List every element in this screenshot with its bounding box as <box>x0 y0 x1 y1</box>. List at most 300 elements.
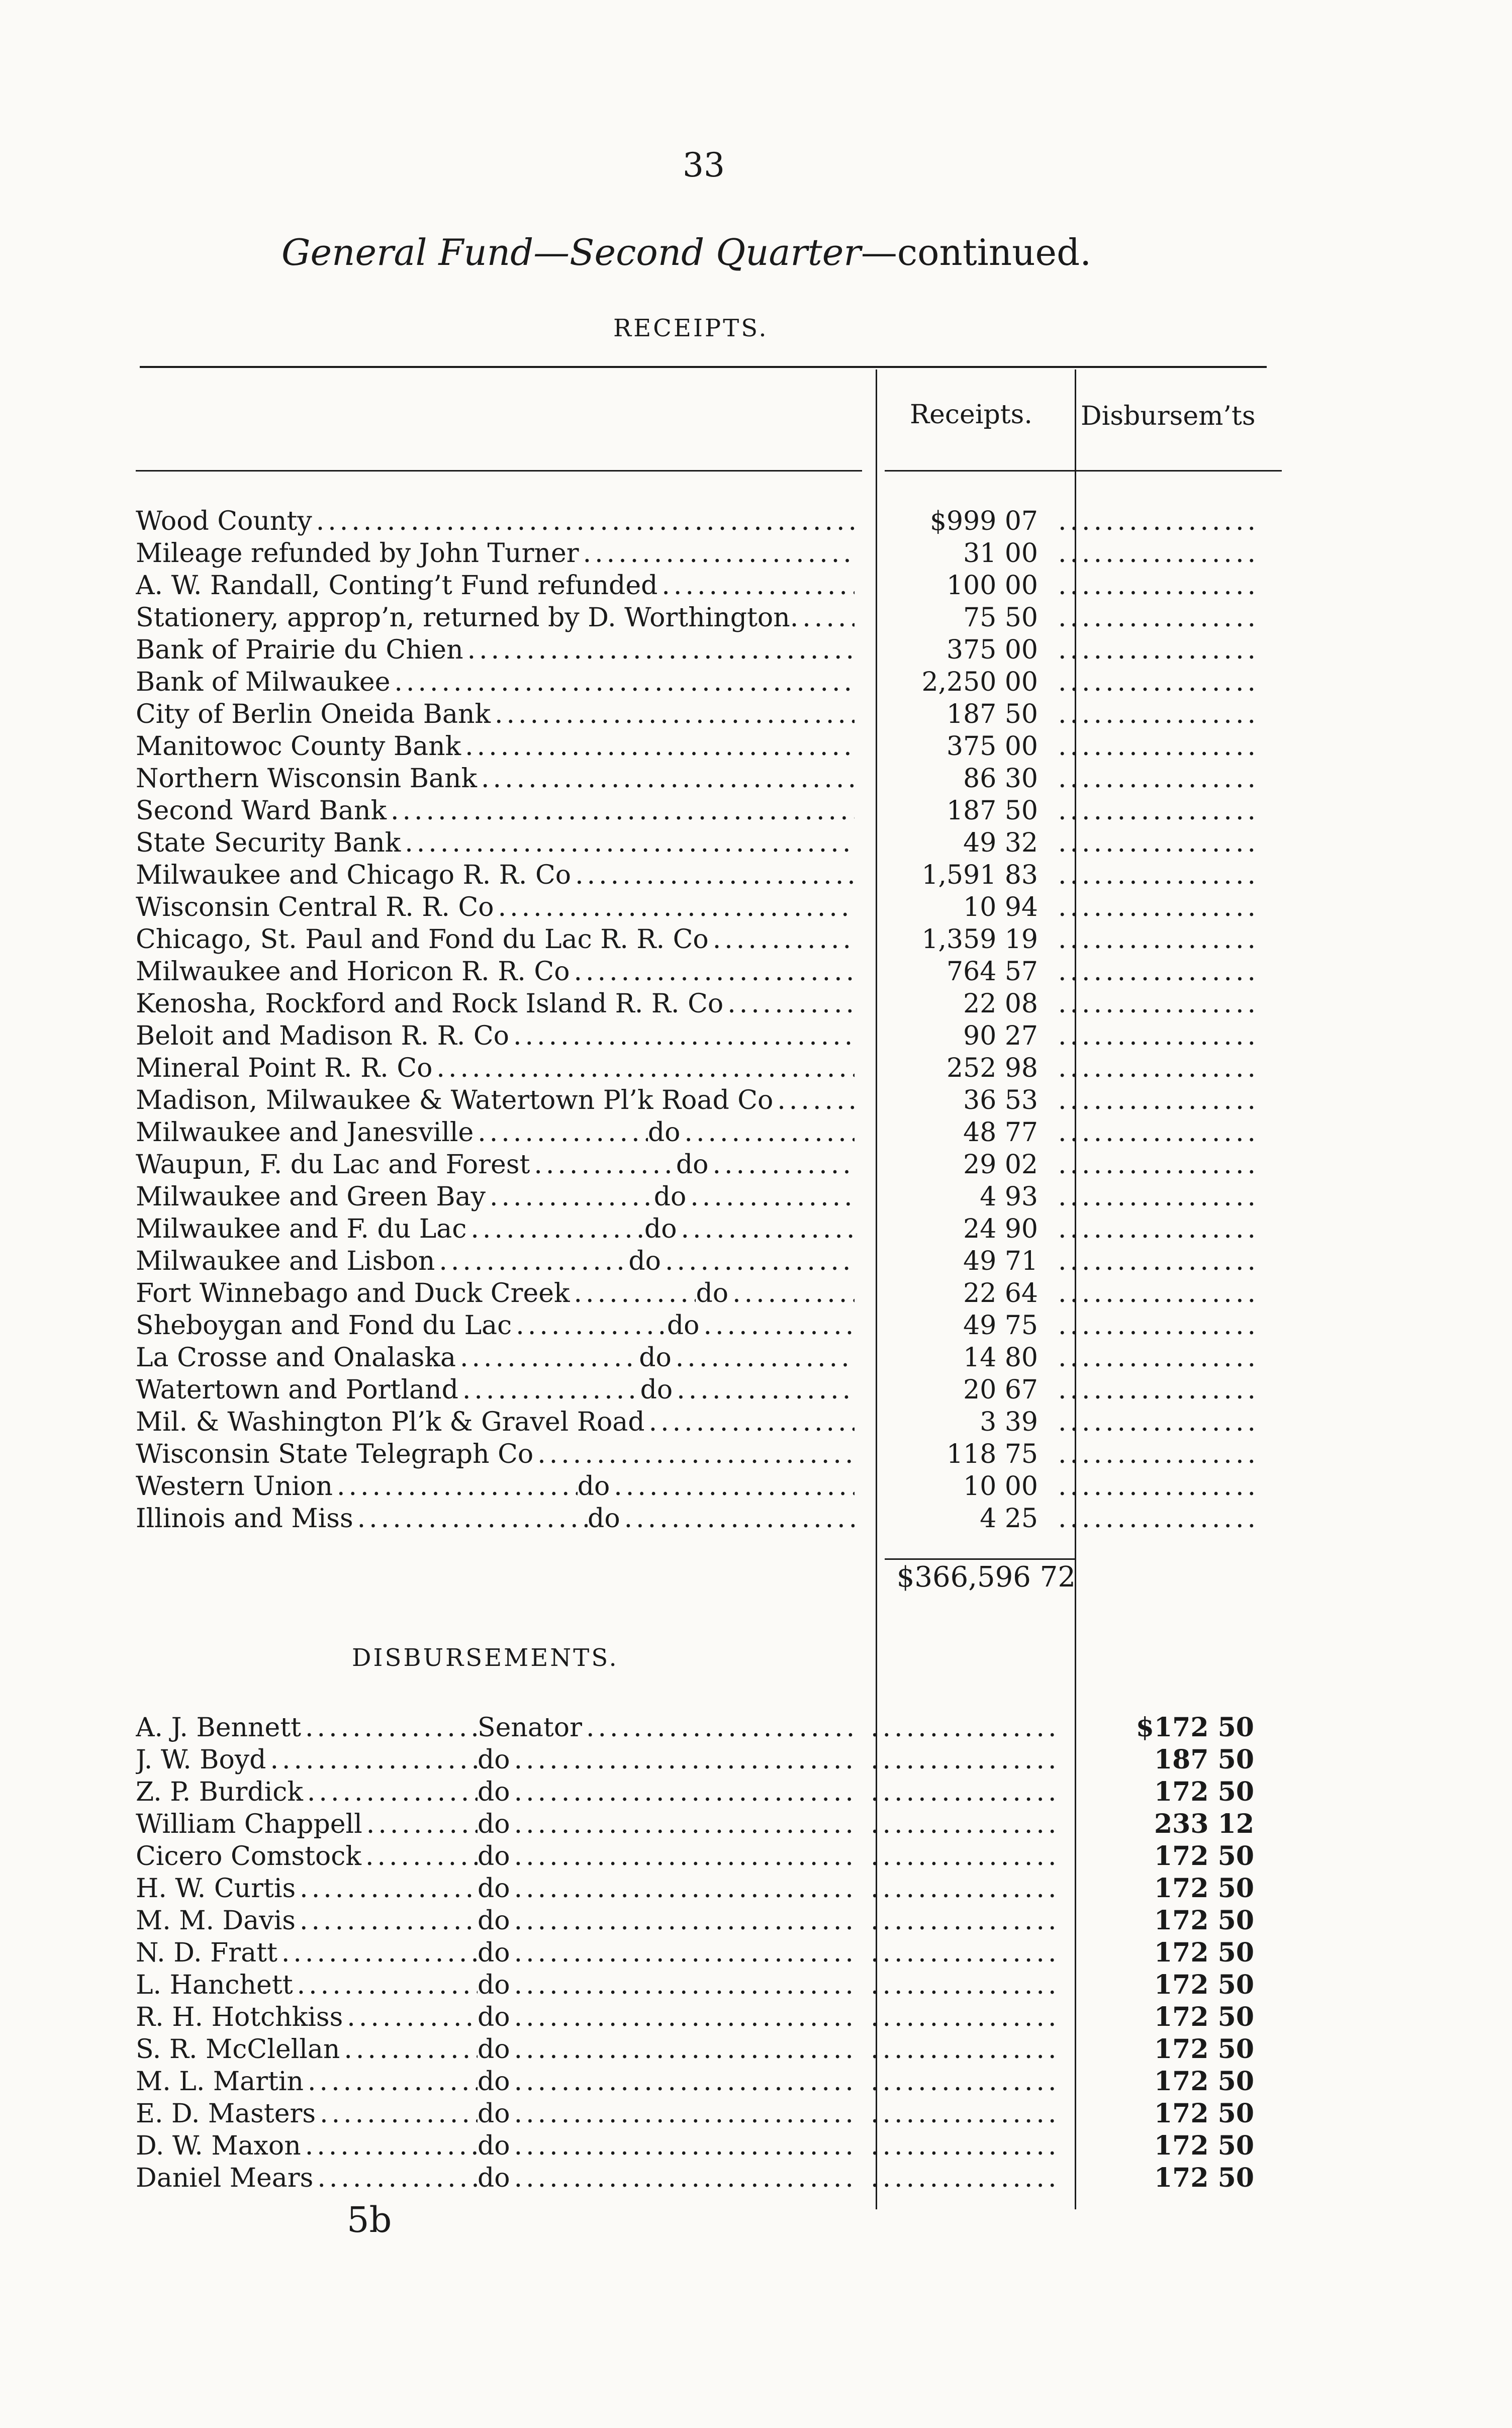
disbursement-placeholder-dots <box>1058 1374 1259 1406</box>
disbursement-row <box>136 1873 1274 1905</box>
receipt-amount: 36 53 <box>963 1085 1038 1115</box>
disbursement-role: do <box>478 2131 510 2161</box>
disbursement-label <box>136 2130 865 2162</box>
receipt-name: Illinois and Miss <box>136 1504 353 1534</box>
receipt-label-line <box>136 763 855 795</box>
disbursement-placeholder-dots <box>1058 795 1259 827</box>
receipt-label <box>136 1181 865 1213</box>
top-rule <box>140 366 1267 368</box>
disbursement-name-text: S. R. McClellan <box>136 2034 340 2065</box>
receipts-total: $366,596 72 <box>896 1561 1076 1594</box>
receipt-name: State Security Bank <box>136 828 401 858</box>
disbursement-name <box>136 1873 478 1905</box>
receipt-name: Second Ward Bank <box>136 796 387 826</box>
receipt-name: Milwaukee and Horicon R. R. Co <box>136 957 570 987</box>
dot-leader <box>362 1808 478 1840</box>
disbursement-placeholder-dots <box>1058 698 1259 730</box>
receipt-label-line <box>136 698 855 730</box>
disbursement-amount: 172 50 <box>1154 2034 1254 2065</box>
disbursement-name-text: Cicero Comstock <box>136 1841 361 1872</box>
receipt-suffix: do <box>639 1343 672 1373</box>
dot-leader <box>570 956 855 988</box>
receipt-label-line <box>136 1342 855 1374</box>
receipt-name: Northern Wisconsin Bank <box>136 764 478 794</box>
disbursement-row <box>136 1969 1274 2001</box>
disbursement-name-text: A. J. Bennett <box>136 1713 302 1743</box>
receipt-label-line <box>136 570 855 602</box>
dot-leader <box>798 602 855 634</box>
disbursement-placeholder-dots <box>1058 1470 1259 1503</box>
disbursement-label <box>136 1840 865 1873</box>
disbursement-role: do <box>478 1874 510 1904</box>
receipt-row <box>136 795 1274 827</box>
disbursement-amount: 187 50 <box>1154 1744 1254 1775</box>
receipt-row <box>136 923 1274 956</box>
receipt-name: A. W. Randall, Conting’t Fund refunded <box>136 571 658 601</box>
receipt-name: Waupun, F. du Lac and Forest <box>136 1150 530 1180</box>
disbursement-amount: $172 50 <box>1136 1712 1254 1743</box>
disbursement-row <box>136 2130 1274 2162</box>
receipt-label-line <box>136 1374 855 1406</box>
disbursement-placeholder-dots <box>1058 1438 1259 1470</box>
receipt-amount: 10 94 <box>963 892 1038 922</box>
receipt-label <box>136 1149 865 1181</box>
receipt-label <box>136 1277 865 1310</box>
receipt-placeholder-dots <box>865 1776 1058 1808</box>
disbursement-name <box>136 1744 478 1776</box>
dot-leader <box>510 1776 855 1808</box>
receipt-row <box>136 956 1274 988</box>
disbursement-label-line <box>136 1840 855 1873</box>
disbursement-role: do <box>478 1841 510 1872</box>
receipt-placeholder-dots <box>865 1744 1058 1776</box>
receipt-amount: 118 75 <box>947 1439 1038 1469</box>
receipt-placeholder-dots <box>865 2130 1058 2162</box>
receipt-label <box>136 1406 865 1438</box>
disbursement-amount: 172 50 <box>1154 1905 1254 1936</box>
receipt-suffix: do <box>588 1504 620 1534</box>
disbursement-label-line <box>136 2162 855 2194</box>
disbursement-placeholder-dots <box>1058 1406 1259 1438</box>
disbursement-amount: 172 50 <box>1154 1937 1254 1968</box>
title-plain: —continued. <box>861 231 1092 273</box>
disbursement-label-line <box>136 1873 855 1905</box>
dot-leader <box>296 1873 478 1905</box>
receipt-row <box>136 1084 1274 1116</box>
dot-leader <box>510 1905 855 1937</box>
receipt-placeholder-dots <box>865 1873 1058 1905</box>
disbursement-placeholder-dots <box>1058 1342 1259 1374</box>
header-rule-left <box>136 470 862 472</box>
receipt-label-line <box>136 666 855 698</box>
receipt-name: Watertown and Portland <box>136 1375 458 1405</box>
receipt-label <box>136 1052 865 1084</box>
disbursement-label-line <box>136 1712 855 1744</box>
dot-leader <box>461 730 855 763</box>
disbursement-label-line <box>136 1905 855 1937</box>
receipt-row <box>136 763 1274 795</box>
receipt-amount: 4 25 <box>980 1504 1038 1534</box>
disbursement-amount: 172 50 <box>1154 1970 1254 2000</box>
receipt-name: Milwaukee and Janesville <box>136 1117 474 1148</box>
disbursement-label <box>136 1873 865 1905</box>
dot-leader <box>390 666 855 698</box>
receipt-amount: 375 00 <box>947 635 1038 665</box>
receipt-label-line <box>136 859 855 891</box>
disbursement-name-text: L. Hanchett <box>136 1970 293 2000</box>
disbursement-label <box>136 1969 865 2001</box>
disbursement-role: do <box>478 2002 510 2032</box>
dot-leader <box>401 827 855 859</box>
disbursement-role: do <box>478 1745 510 1775</box>
receipt-label-line <box>136 1052 855 1084</box>
disbursement-label <box>136 1905 865 1937</box>
receipt-label <box>136 1116 865 1149</box>
disbursement-role: do <box>478 1809 510 1839</box>
disbursement-label <box>136 2066 865 2098</box>
receipt-row <box>136 891 1274 923</box>
receipt-label <box>136 988 865 1020</box>
dot-leader <box>304 2066 478 2098</box>
receipt-row <box>136 1052 1274 1084</box>
dot-leader <box>313 2162 478 2194</box>
receipt-placeholder-dots <box>865 1905 1058 1937</box>
receipts-ledger <box>136 505 1274 1535</box>
receipt-name: Mil. & Washington Pl’k & Gravel Road <box>136 1407 645 1437</box>
disbursement-role: do <box>478 2099 510 2129</box>
disbursement-label-line <box>136 1776 855 1808</box>
receipt-label <box>136 1084 865 1116</box>
receipt-name: Milwaukee and F. du Lac <box>136 1214 467 1244</box>
disbursement-role: Senator <box>478 1713 582 1743</box>
disbursement-name-text: D. W. Maxon <box>136 2131 301 2161</box>
receipt-row <box>136 1310 1274 1342</box>
receipt-amount: 187 50 <box>947 796 1038 826</box>
disbursement-name <box>136 1937 478 1969</box>
disbursement-name-text: J. W. Boyd <box>136 1745 266 1775</box>
receipt-name: La Crosse and Onalaska <box>136 1343 456 1373</box>
dot-leader <box>709 923 855 956</box>
receipt-name: Stationery, approp’n, returned by D. Worthington. <box>136 603 799 633</box>
disbursement-name-text: H. W. Curtis <box>136 1874 296 1904</box>
receipt-label-line <box>136 1406 855 1438</box>
receipt-row <box>136 988 1274 1020</box>
disbursement-label <box>136 2098 865 2130</box>
receipt-row <box>136 1116 1274 1149</box>
dot-leader <box>361 1840 478 1873</box>
disbursement-placeholder-dots <box>1058 763 1259 795</box>
disbursement-name-text: Z. P. Burdick <box>136 1777 303 1807</box>
dot-leader <box>510 1744 855 1776</box>
receipt-label-line <box>136 1310 855 1342</box>
receipt-amount: 49 71 <box>963 1246 1038 1276</box>
receipt-label <box>136 537 865 570</box>
receipt-label <box>136 698 865 730</box>
disbursement-row <box>136 1905 1274 1937</box>
total-rule <box>885 1558 1075 1560</box>
disbursement-role: do <box>478 1970 510 2000</box>
dot-leader <box>610 1470 855 1503</box>
receipt-label-line <box>136 1084 855 1116</box>
disbursement-placeholder-dots <box>1058 1084 1259 1116</box>
receipt-label <box>136 570 865 602</box>
receipt-label-line <box>136 1470 855 1503</box>
disbursement-label-line <box>136 1744 855 1776</box>
receipt-suffix: do <box>647 1117 681 1148</box>
receipt-label <box>136 795 865 827</box>
dot-leader <box>510 1969 855 2001</box>
dot-leader <box>708 1149 855 1181</box>
receipt-label <box>136 1374 865 1406</box>
receipt-label <box>136 634 865 666</box>
receipt-row <box>136 1342 1274 1374</box>
disbursement-name-text: R. H. Hotchkiss <box>136 2002 343 2032</box>
receipt-label-line <box>136 1438 855 1470</box>
receipt-label <box>136 602 865 634</box>
disbursement-name <box>136 1776 478 1808</box>
disbursement-placeholder-dots <box>1058 570 1259 602</box>
disbursement-label <box>136 1712 865 1744</box>
receipt-suffix: do <box>696 1278 729 1309</box>
receipt-placeholder-dots <box>865 2098 1058 2130</box>
disbursement-name <box>136 2162 478 2194</box>
dot-leader <box>510 2066 855 2098</box>
dot-leader <box>510 1873 855 1905</box>
receipt-amount: 24 90 <box>963 1214 1038 1244</box>
dot-leader <box>582 1712 855 1744</box>
disbursement-amount: 172 50 <box>1154 1841 1254 1872</box>
receipt-row <box>136 666 1274 698</box>
dot-leader <box>463 634 855 666</box>
receipt-label <box>136 891 865 923</box>
disbursement-amount: 172 50 <box>1154 2098 1254 2129</box>
receipt-row <box>136 537 1274 570</box>
receipt-name: City of Berlin Oneida Bank <box>136 699 491 729</box>
receipt-name: Bank of Milwaukee <box>136 667 391 697</box>
receipt-placeholder-dots <box>865 1712 1058 1744</box>
receipt-amount: 4 93 <box>980 1182 1038 1212</box>
receipt-name: Chicago, St. Paul and Fond du Lac R. R. Co <box>136 924 709 955</box>
disbursement-placeholder-dots <box>1058 537 1259 570</box>
dot-leader <box>510 1808 855 1840</box>
receipt-row <box>136 1213 1274 1245</box>
dot-leader <box>673 1374 855 1406</box>
receipt-label-line <box>136 1149 855 1181</box>
receipt-label <box>136 505 865 537</box>
dot-leader <box>533 1438 855 1470</box>
receipt-amount: 10 00 <box>963 1471 1038 1502</box>
receipt-amount: 75 50 <box>963 603 1038 633</box>
disbursement-placeholder-dots <box>1058 1149 1259 1181</box>
dot-leader <box>477 763 855 795</box>
dot-leader <box>333 1470 578 1503</box>
disbursement-name <box>136 2098 478 2130</box>
receipt-label-line <box>136 1020 855 1052</box>
receipt-row <box>136 1503 1274 1535</box>
receipt-name: Wood County <box>136 506 312 536</box>
receipt-name: Fort Winnebago and Duck Creek <box>136 1278 570 1309</box>
dot-leader <box>677 1213 855 1245</box>
disbursement-placeholder-dots <box>1058 1020 1259 1052</box>
receipt-row <box>136 1374 1274 1406</box>
disbursement-label-line <box>136 1969 855 2001</box>
dot-leader <box>486 1181 654 1213</box>
receipt-name: Milwaukee and Lisbon <box>136 1246 435 1276</box>
receipt-amount: 3 39 <box>980 1407 1038 1437</box>
disbursement-amount: 172 50 <box>1154 1777 1254 1807</box>
disbursement-placeholder-dots <box>1058 1181 1259 1213</box>
disbursement-placeholder-dots <box>1058 505 1259 537</box>
disbursement-name-text: Daniel Mears <box>136 2163 314 2193</box>
disbursement-label <box>136 1937 865 1969</box>
disbursement-placeholder-dots <box>1058 859 1259 891</box>
receipt-suffix: do <box>644 1214 677 1244</box>
receipt-placeholder-dots <box>865 1840 1058 1873</box>
receipt-amount: 375 00 <box>947 731 1038 762</box>
receipt-amount: 20 67 <box>963 1375 1038 1405</box>
receipt-name: Beloit and Madison R. R. Co <box>136 1021 509 1051</box>
receipt-label-line <box>136 602 855 634</box>
disbursement-row <box>136 1808 1274 1840</box>
receipt-row <box>136 570 1274 602</box>
receipt-label-line <box>136 1116 855 1149</box>
disbursement-placeholder-dots <box>1058 634 1259 666</box>
disbursements-column-header: Disbursem’ts <box>1081 401 1256 431</box>
dot-leader <box>494 891 855 923</box>
signature-mark: 5b <box>347 2199 392 2240</box>
disbursement-placeholder-dots <box>1058 1245 1259 1277</box>
dot-leader <box>512 1310 667 1342</box>
disbursement-placeholder-dots <box>1058 923 1259 956</box>
receipt-placeholder-dots <box>865 1937 1058 1969</box>
disbursement-amount: 172 50 <box>1154 2002 1254 2032</box>
dot-leader <box>266 1744 478 1776</box>
disbursement-placeholder-dots <box>1058 730 1259 763</box>
receipt-label <box>136 1310 865 1342</box>
receipt-label-line <box>136 891 855 923</box>
receipt-name: Kenosha, Rockford and Rock Island R. R. Co <box>136 989 724 1019</box>
dot-leader <box>296 1905 478 1937</box>
disbursement-name <box>136 2130 478 2162</box>
dot-leader <box>510 2130 855 2162</box>
receipt-label <box>136 1470 865 1503</box>
disbursement-name <box>136 1808 478 1840</box>
receipt-suffix: do <box>667 1311 700 1341</box>
receipt-placeholder-dots <box>865 2066 1058 2098</box>
disbursement-label <box>136 2033 865 2066</box>
disbursements-ledger <box>136 1712 1274 2194</box>
disbursement-name <box>136 2033 478 2066</box>
receipt-amount: 48 77 <box>963 1117 1038 1148</box>
dot-leader <box>510 2033 855 2066</box>
disbursement-label <box>136 2001 865 2033</box>
disbursement-name-text: William Chappell <box>136 1809 362 1839</box>
disbursement-placeholder-dots <box>1058 891 1259 923</box>
dot-leader <box>491 698 855 730</box>
disbursement-row <box>136 2098 1274 2130</box>
disbursement-label-line <box>136 2033 855 2066</box>
receipt-name: Mineral Point R. R. Co <box>136 1053 433 1083</box>
receipt-label-line <box>136 988 855 1020</box>
disbursements-heading: DISBURSEMENTS. <box>352 1644 619 1672</box>
disbursement-role: do <box>478 2067 510 2097</box>
dot-leader <box>277 1937 478 1969</box>
dot-leader <box>699 1310 855 1342</box>
disbursement-row <box>136 2001 1274 2033</box>
disbursement-name-text: N. D. Fratt <box>136 1938 277 1968</box>
receipt-label-line <box>136 537 855 570</box>
disbursement-label <box>136 1808 865 1840</box>
dot-leader <box>571 859 855 891</box>
receipts-heading: RECEIPTS. <box>613 314 769 342</box>
receipt-amount: 22 08 <box>963 989 1038 1019</box>
disbursement-placeholder-dots <box>1058 1277 1259 1310</box>
receipt-row <box>136 1245 1274 1277</box>
disbursement-name <box>136 1969 478 2001</box>
receipt-amount: 86 30 <box>963 764 1038 794</box>
disbursement-name-text: M. L. Martin <box>136 2067 304 2097</box>
disbursement-name <box>136 1712 478 1744</box>
dot-leader <box>353 1503 588 1535</box>
receipt-label <box>136 1213 865 1245</box>
dot-leader <box>579 537 855 570</box>
receipt-placeholder-dots <box>865 2001 1058 2033</box>
receipt-name: Western Union <box>136 1471 333 1502</box>
disbursement-role: do <box>478 1938 510 1968</box>
disbursement-placeholder-dots <box>1058 602 1259 634</box>
receipt-suffix: do <box>640 1375 673 1405</box>
dot-leader <box>645 1406 855 1438</box>
receipt-name: Mileage refunded by John Turner <box>136 538 579 569</box>
dot-leader <box>530 1149 676 1181</box>
dot-leader <box>510 2001 855 2033</box>
disbursement-label-line <box>136 2130 855 2162</box>
receipt-placeholder-dots <box>865 1969 1058 2001</box>
dot-leader <box>293 1969 478 2001</box>
disbursement-amount: 172 50 <box>1154 2130 1254 2161</box>
receipt-name: Bank of Prairie du Chien <box>136 635 463 665</box>
dot-leader <box>728 1277 855 1310</box>
receipt-label-line <box>136 1277 855 1310</box>
dot-leader <box>456 1342 639 1374</box>
receipt-amount: 29 02 <box>963 1150 1038 1180</box>
receipt-placeholder-dots <box>865 1808 1058 1840</box>
dot-leader <box>301 1712 478 1744</box>
receipt-amount: 252 98 <box>947 1053 1038 1083</box>
receipt-label-line <box>136 1181 855 1213</box>
dot-leader <box>510 2098 855 2130</box>
dot-leader <box>458 1374 640 1406</box>
receipt-label-line <box>136 923 855 956</box>
disbursement-name-text: E. D. Masters <box>136 2099 316 2129</box>
receipt-amount: 22 64 <box>963 1278 1038 1309</box>
disbursement-placeholder-dots <box>1058 1503 1259 1535</box>
disbursement-label <box>136 1744 865 1776</box>
dot-leader <box>510 1840 855 1873</box>
dot-leader <box>680 1116 855 1149</box>
disbursement-row <box>136 1840 1274 1873</box>
receipt-label-line <box>136 1503 855 1535</box>
receipt-label-line <box>136 956 855 988</box>
page-title <box>281 231 1126 273</box>
receipt-label <box>136 1438 865 1470</box>
disbursement-name <box>136 1840 478 1873</box>
disbursement-placeholder-dots <box>1058 988 1259 1020</box>
disbursement-amount: 172 50 <box>1154 2163 1254 2193</box>
receipt-label-line <box>136 730 855 763</box>
disbursement-label-line <box>136 1937 855 1969</box>
receipt-label <box>136 666 865 698</box>
